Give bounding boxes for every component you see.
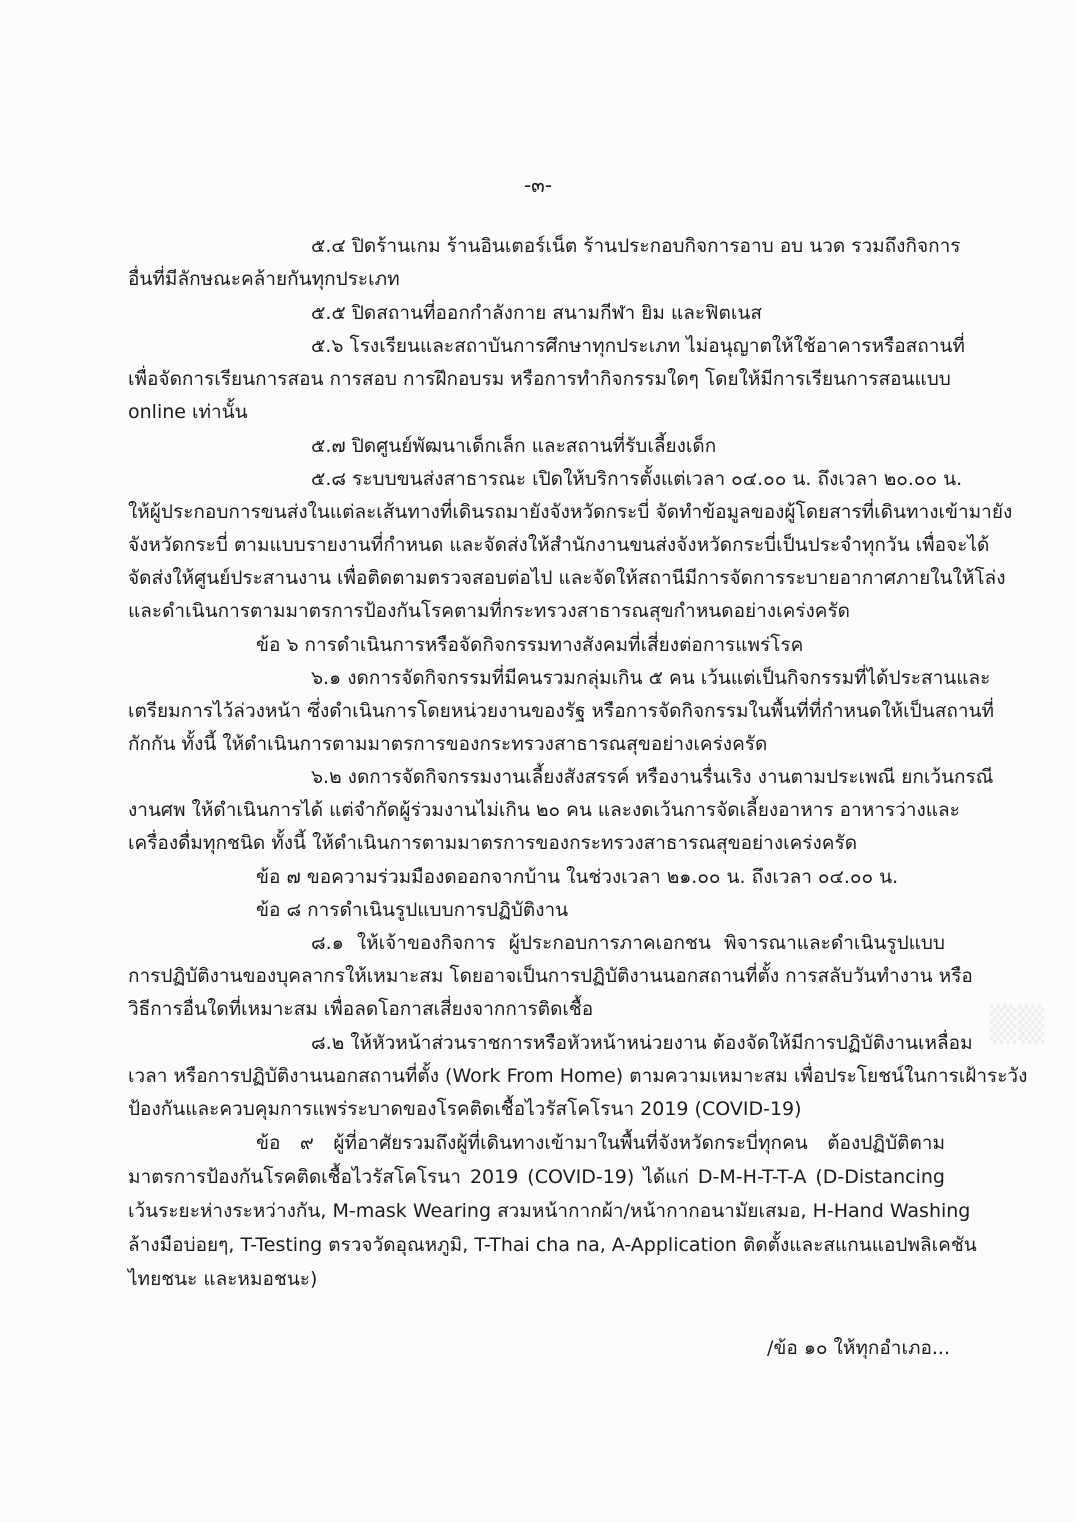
clause-heading: ข้อ ๘ การดำเนินรูปแบบการปฏิบัติงาน	[256, 899, 569, 921]
paragraph-line: เครื่องดื่มทุกชนิด ทั้งนี้ ให้ดำเนินการตามมาตรการของกระทรวงสาธารณสุขอย่างเคร่งครัด	[128, 832, 858, 854]
paragraph-line: วิธีการอื่นใดที่เหมาะสม เพื่อลดโอกาสเสี่ยงจากการติดเชื้อ	[128, 998, 594, 1020]
paragraph-line: ๖.๒ งดการจัดกิจกรรมงานเลี้ยงสังสรรค์ หรืองานรื่นเริง งานตามประเพณี ยกเว้นกรณี	[311, 766, 994, 788]
paragraph-line: ไทยชนะ และหมอชนะ)	[128, 1268, 318, 1290]
continuation-reference: /ข้อ ๑๐ ให้ทุกอำเภอ...	[767, 1337, 950, 1359]
paragraph-line: งานศพ ให้ดำเนินการได้ แต่จำกัดผู้ร่วมงานไม่เกิน ๒๐ คน และงดเว้นการจัดเลี้ยงอาหาร อาหารว่างและ	[128, 799, 960, 821]
paragraph-line: ๕.๘ ระบบขนส่งสาธารณะ เปิดให้บริการตั้งแต่เวลา ๐๔.๐๐ น. ถึงเวลา ๒๐.๐๐ น.	[311, 468, 963, 490]
clause-heading: ข้อ ๙ ผู้ที่อาศัยรวมถึงผู้ที่เดินทางเข้ามาในพื้นที่จังหวัดกระบี่ทุกคน ต้องปฏิบัติตาม	[256, 1132, 945, 1154]
paragraph-line: online เท่านั้น	[128, 401, 248, 423]
paragraph-line: ๕.๕ ปิดสถานที่ออกกำลังกาย สนามกีฬา ยิม และฟิตเนส	[311, 302, 762, 324]
paragraph-line: อื่นที่มีลักษณะคล้ายกันทุกประเภท	[128, 268, 400, 290]
paragraph-line: ให้ผู้ประกอบการขนส่งในแต่ละเส้นทางที่เดินรถมายังจังหวัดกระบี่ จัดทำข้อมูลของผู้โดยสารที่เดินทางเข้ามายัง	[128, 501, 1013, 523]
clause-heading: ข้อ ๗ ขอความร่วมมืองดออกจากบ้าน ในช่วงเวลา ๒๑.๐๐ น. ถึงเวลา ๐๔.๐๐ น.	[256, 866, 899, 888]
paragraph-line: การปฏิบัติงานของบุคลากรให้เหมาะสม โดยอาจเป็นการปฏิบัติงานนอกสถานที่ตั้ง การสลับวันทำงาน หรือ	[128, 965, 973, 987]
paragraph-line: เวลา หรือการปฏิบัติงานนอกสถานที่ตั้ง (Work From Home) ตามความเหมาะสม เพื่อประโยชน์ในการเฝ้าระวัง	[128, 1065, 1028, 1087]
paragraph-line: เพื่อจัดการเรียนการสอน การสอบ การฝึกอบรม หรือการทำกิจกรรมใดๆ โดยให้มีการเรียนการสอนแบบ	[128, 368, 951, 390]
paragraph-line: เว้นระยะห่างระหว่างกัน, M-mask Wearing สวมหน้ากากผ้า/หน้ากากอนามัยเสมอ, H-Hand Washing	[128, 1200, 971, 1222]
paragraph-line: ป้องกันและควบคุมการแพร่ระบาดของโรคติดเชื้อไวรัสโคโรนา 2019 (COVID-19)	[128, 1098, 802, 1120]
paragraph-line: ๘.๑ ให้เจ้าของกิจการ ผู้ประกอบการภาคเอกชน พิจารณาและดำเนินรูปแบบ	[311, 932, 945, 954]
paragraph-line: เตรียมการไว้ล่วงหน้า ซึ่งดำเนินการโดยหน่วยงานของรัฐ หรือการจัดกิจกรรมในพื้นที่ที่กำหนดให้เป็นสถานที่	[128, 700, 995, 722]
paragraph-line: และดำเนินการตามมาตรการป้องกันโรคตามที่กระทรวงสาธารณสุขกำหนดอย่างเคร่งครัด	[128, 600, 851, 622]
paragraph-line: มาตรการป้องกันโรคติดเชื้อไวรัสโคโรนา 2019 (COVID-19) ได้แก่ D-M-H-T-T-A (D-Distancing	[128, 1166, 945, 1188]
paragraph-line: ๘.๒ ให้หัวหน้าส่วนราชการหรือหัวหน้าหน่วยงาน ต้องจัดให้มีการปฏิบัติงานเหลื่อม	[311, 1032, 973, 1054]
paragraph-line: ๖.๑ งดการจัดกิจกรรมที่มีคนรวมกลุ่มเกิน ๕ คน เว้นแต่เป็นกิจกรรมที่ได้ประสานและ	[311, 667, 991, 689]
paragraph-line: ล้างมือบ่อยๆ, T-Testing ตรวจวัดอุณหภูมิ, T-Thai cha na, A-Application ติดตั้งและสแกนแอปพลิเคชัน	[128, 1234, 977, 1256]
paragraph-line: กักกัน ทั้งนี้ ให้ดำเนินการตามมาตรการของกระทรวงสาธารณสุขอย่างเคร่งครัด	[128, 733, 768, 755]
paragraph-line: จังหวัดกระบี่ ตามแบบรายงานที่กำหนด และจัดส่งให้สำนักงานขนส่งจังหวัดกระบี่เป็นประจำทุกวัน เพื่อจะได้	[128, 534, 990, 556]
paragraph-line: ๕.๗ ปิดศูนย์พัฒนาเด็กเล็ก และสถานที่รับเลี้ยงเด็ก	[311, 435, 717, 457]
clause-heading: ข้อ ๖ การดำเนินการหรือจัดกิจกรรมทางสังคมที่เสี่ยงต่อการแพร่โรค	[256, 634, 804, 656]
page-number: -๓-	[523, 173, 553, 197]
paragraph-line: ๕.๖ โรงเรียนและสถาบันการศึกษาทุกประเภท ไม่อนุญาตให้ใช้อาคารหรือสถานที่	[311, 335, 965, 357]
paragraph-line: จัดส่งให้ศูนย์ประสานงาน เพื่อติดตามตรวจสอบต่อไป และจัดให้สถานีมีการจัดการระบายอากาศภายในให้โล่ง	[128, 567, 1006, 589]
paragraph-line: ๕.๔ ปิดร้านเกม ร้านอินเตอร์เน็ต ร้านประกอบกิจการอาบ อบ นวด รวมถึงกิจการ	[311, 235, 961, 257]
bleed-through-mark: ▒▒	[990, 1005, 1047, 1045]
